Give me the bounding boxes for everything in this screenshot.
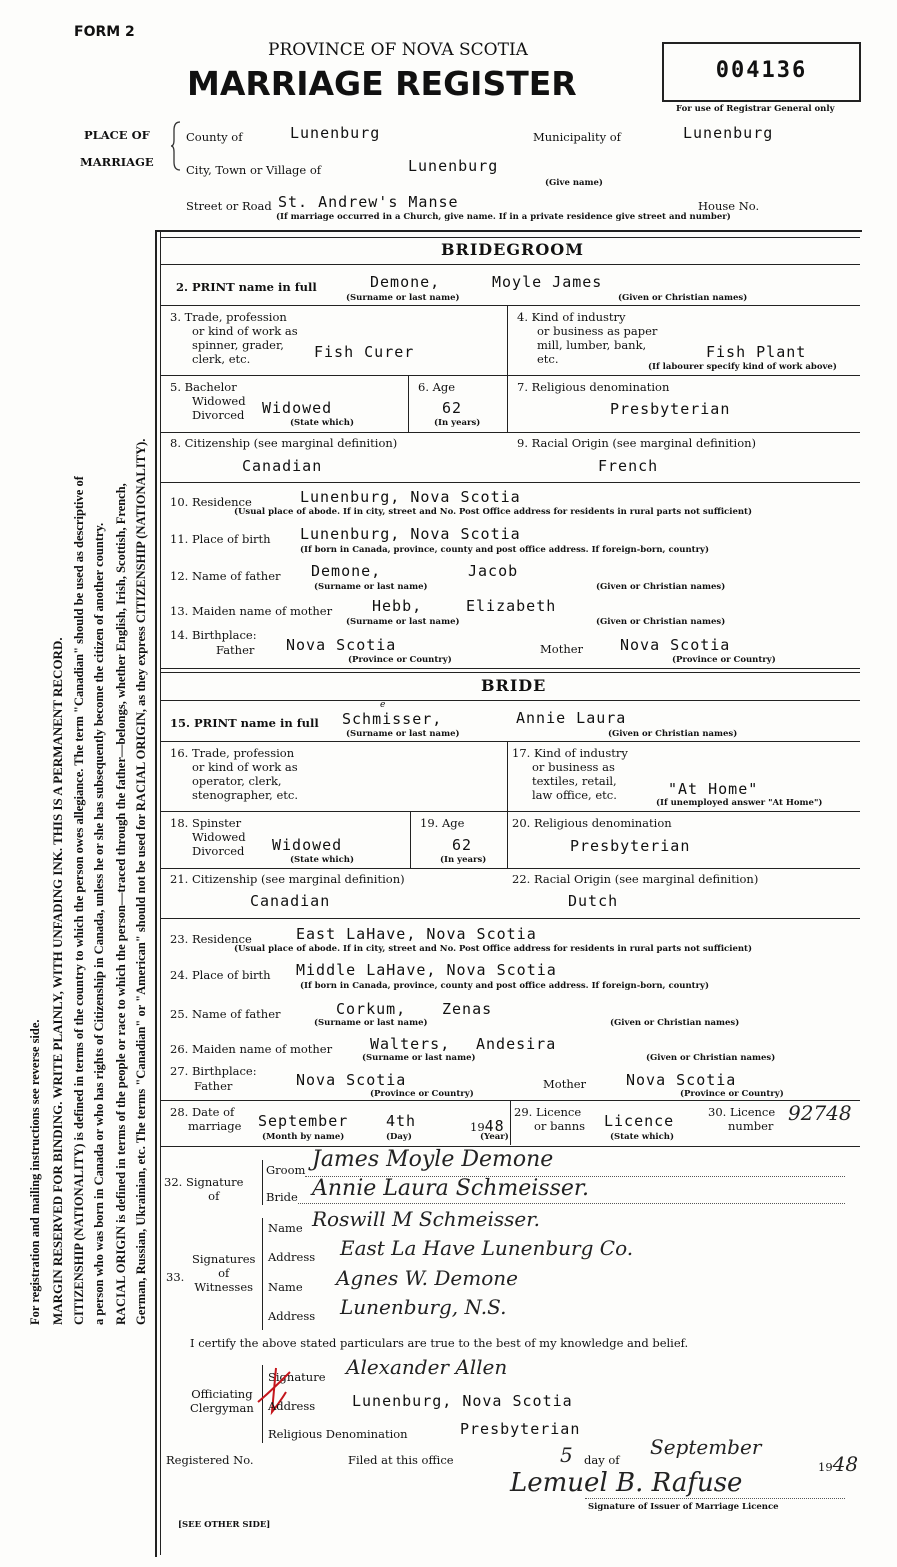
surname-correction: e [380, 700, 386, 710]
field-30-label: 30. Licence number [708, 1105, 776, 1133]
form-number: FORM 2 [74, 24, 135, 40]
field-8-label: 8. Citizenship (see marginal definition) [170, 436, 398, 450]
witness-2-address-label: Address [268, 1309, 316, 1323]
note: (Province or Country) [370, 1089, 474, 1099]
field-33-label: Signatures of Witnesses [192, 1252, 256, 1294]
city-note: (Give name) [545, 178, 603, 188]
place-label: PLACE OF [84, 128, 150, 142]
bride-mother-birthplace: Nova Scotia [626, 1071, 737, 1089]
bride-given-names: Annie Laura [516, 709, 627, 727]
street-label: Street or Road [186, 199, 272, 213]
field-4-label: 4. Kind of industry or business as paper mill, lumber, bank, etc. [517, 310, 658, 366]
house-label: House No. [698, 199, 760, 213]
county-value: Lunenburg [290, 124, 381, 142]
field-25-label: 25. Name of father [170, 1007, 281, 1021]
field-24-label: 24. Place of birth [170, 968, 271, 982]
bride-birthplace: Middle LaHave, Nova Scotia [296, 961, 557, 979]
note: (If born in Canada, province, county and post office address. If foreign-born, country) [300, 545, 710, 555]
field-26-label: 26. Maiden name of mother [170, 1042, 333, 1056]
filed-year-prefix: 19 [818, 1460, 833, 1474]
witness-2-address: Lunenburg, N.S. [340, 1295, 507, 1319]
groom-label: Groom [266, 1163, 306, 1177]
field-7-label: 7. Religious denomination [517, 380, 670, 394]
groom-residence: Lunenburg, Nova Scotia [300, 488, 521, 506]
province: PROVINCE OF NOVA SCOTIA [268, 40, 528, 60]
issuer-signature: Lemuel B. Rafuse [510, 1468, 743, 1498]
field-23-label: 23. Residence [170, 932, 252, 946]
page-title: MARRIAGE REGISTER [187, 64, 577, 103]
groom-age: 62 [442, 399, 463, 417]
note: (Given or Christian names) [618, 293, 748, 303]
bride-surname: Schmisser, [342, 710, 443, 728]
registered-no-label: Registered No. [166, 1453, 254, 1467]
groom-industry: Fish Plant [706, 343, 807, 361]
licence-or-banns: Licence [604, 1112, 675, 1130]
city-label: City, Town or Village of [186, 163, 322, 177]
field-33-number: 33. [166, 1270, 185, 1284]
note: (Surname or last name) [362, 1053, 476, 1063]
note: (Surname or last name) [346, 293, 460, 303]
day-of-label: day of [584, 1453, 620, 1467]
place-label-2: MARRIAGE [80, 155, 154, 169]
field-20-label: 20. Religious denomination [512, 816, 672, 830]
note: (Surname or last name) [314, 582, 428, 592]
bride-mother-given: Andesira [476, 1035, 557, 1053]
filed-year: 48 [832, 1452, 859, 1476]
see-other-side: [SEE OTHER SIDE] [178, 1520, 271, 1530]
note: (Given or Christian names) [596, 617, 726, 627]
witness-2-name-label: Name [268, 1280, 303, 1294]
groom-mother-birthplace: Nova Scotia [620, 636, 731, 654]
licence-number: 92748 [788, 1101, 852, 1125]
bride-racial-origin: Dutch [568, 892, 619, 910]
marriage-month: September [258, 1112, 349, 1130]
section-bridegroom: BRIDEGROOM [441, 240, 584, 259]
register-number: 004136 [715, 58, 808, 83]
groom-father-given: Jacob [468, 562, 519, 580]
field-14-label: 14. Birthplace: Father [170, 628, 257, 657]
field-3-label: 3. Trade, profession or kind of work as spinner, grader, clerk, etc. [170, 310, 298, 366]
witness-1-address: East La Have Lunenburg Co. [340, 1236, 634, 1260]
clergy-signature: Alexander Allen [346, 1355, 508, 1379]
margin-instructions: For registration and mailing instructions see reverse side. [28, 1019, 42, 1325]
groom-surname: Demone, [370, 273, 441, 291]
groom-mother-surname: Hebb, [372, 597, 423, 615]
clergy-signature-label: Signature [268, 1370, 326, 1384]
clergy-denomination: Presbyterian [460, 1420, 581, 1438]
note: (In years) [440, 855, 487, 865]
field-11-label: 11. Place of birth [170, 532, 271, 546]
note: (Month by name) [262, 1132, 345, 1142]
note: (If born in Canada, province, county and post office address. If foreign-born, country) [300, 981, 710, 991]
note: (Province or Country) [348, 655, 452, 665]
year-prefix: 19 [470, 1120, 485, 1134]
field-6-label: 6. Age [418, 380, 456, 394]
clergyman-label: Officiating Clergyman [190, 1387, 254, 1415]
witness-1-name-signature: Roswill M Schmeisser. [312, 1207, 540, 1231]
note: (Surname or last name) [346, 617, 460, 627]
witness-1-address-label: Address [268, 1250, 316, 1264]
note: (Day) [386, 1132, 412, 1142]
groom-mother-given: Elizabeth [466, 597, 557, 615]
brace-icon [170, 120, 182, 172]
note: (Surname or last name) [314, 1018, 428, 1028]
groom-trade: Fish Curer [314, 343, 415, 361]
groom-citizenship: Canadian [242, 457, 323, 475]
groom-father-surname: Demone, [311, 562, 382, 580]
clergy-address: Lunenburg, Nova Scotia [352, 1392, 573, 1410]
field-22-label: 22. Racial Origin (see marginal definition) [512, 872, 759, 886]
margin-citizenship-2: a person who was born in Canada or who has rights of Citizenship in Canada, unless he or she has subsequently become the citizen of another country. [92, 522, 106, 1325]
certification-statement: I certify the above stated particulars are true to the best of my knowledge and belief. [190, 1336, 689, 1350]
field-28-label: 28. Date of marriage [170, 1105, 242, 1133]
bride-father-birthplace: Nova Scotia [296, 1071, 407, 1089]
register-number-box [662, 42, 861, 102]
field-19-label: 19. Age [420, 816, 465, 830]
bride-citizenship: Canadian [250, 892, 331, 910]
margin-citizenship-1: CITIZENSHIP (NATIONALITY) is defined in terms of the country to which the person owes allegiance. The term "Canadian" should be used as descriptive of [72, 476, 86, 1325]
field-9-label: 9. Racial Origin (see marginal definition) [517, 436, 757, 450]
bride-industry: "At Home" [668, 780, 759, 798]
county-label: County of [186, 130, 243, 144]
note: (In years) [434, 418, 481, 428]
witness-1-name-label: Name [268, 1221, 303, 1235]
city-value: Lunenburg [408, 157, 499, 175]
field-32-label: 32. Signature of [164, 1175, 244, 1203]
witness-2-name-signature: Agnes W. Demone [336, 1266, 518, 1290]
note: (State which) [290, 855, 354, 865]
marriage-year: 48 [484, 1117, 505, 1135]
section-bride: BRIDE [481, 676, 547, 695]
clergy-denomination-label: Religious Denomination [268, 1427, 408, 1441]
field-27-label: 27. Birthplace: Father [170, 1064, 257, 1093]
issuer-label: Signature of Issuer of Marriage Licence [588, 1502, 779, 1512]
field-12-label: 12. Name of father [170, 569, 281, 583]
municipality-label: Municipality of [533, 130, 621, 144]
filed-label: Filed at this office [348, 1453, 454, 1467]
street-note: (If marriage occurred in a Church, give name. If in a private residence give street and number) [276, 212, 731, 222]
groom-religion: Presbyterian [610, 400, 731, 418]
note: (Province or Country) [680, 1089, 784, 1099]
note: (If labourer specify kind of work above) [648, 362, 837, 372]
street-value: St. Andrew's Manse [278, 193, 459, 211]
field-5-label: 5. Bachelor Widowed Divorced [170, 380, 246, 422]
register-note: For use of Registrar General only [676, 104, 835, 114]
mother-label: Mother [543, 1077, 587, 1091]
groom-birthplace: Lunenburg, Nova Scotia [300, 525, 521, 543]
bride-signature: Annie Laura Schmeisser. [312, 1176, 589, 1201]
margin-origin-1: RACIAL ORIGIN is defined in terms of the people or race to which the person—traced through the father—belongs, whether English, Irish, Scottish, French, [114, 483, 128, 1325]
groom-signature: James Moyle Demone [312, 1147, 554, 1172]
note: (Given or Christian names) [610, 1018, 740, 1028]
note: (Surname or last name) [346, 729, 460, 739]
bride-age: 62 [452, 836, 473, 854]
filed-day: 5 [560, 1443, 573, 1467]
filed-month: September [650, 1435, 762, 1459]
mother-label: Mother [540, 642, 584, 656]
clergy-address-label: Address [268, 1399, 316, 1413]
margin-binding-note: MARGIN RESERVED FOR BINDING. WRITE PLAINLY, WITH UNFADING INK. THIS IS A PERMANENT RECORD. [50, 637, 65, 1325]
note: (Given or Christian names) [608, 729, 738, 739]
bride-label: Bride [266, 1190, 298, 1204]
marriage-day: 4th [386, 1112, 417, 1130]
bride-marital-status: Widowed [272, 836, 343, 854]
note: (Given or Christian names) [646, 1053, 776, 1063]
bride-residence: East LaHave, Nova Scotia [296, 925, 537, 943]
note: (Year) [480, 1132, 509, 1142]
groom-father-birthplace: Nova Scotia [286, 636, 397, 654]
note: (Usual place of abode. If in city, street and No. Post Office address for residents in rural parts not sufficient) [234, 507, 752, 517]
bride-father-surname: Corkum, [336, 1000, 407, 1018]
bride-religion: Presbyterian [570, 837, 691, 855]
municipality-value: Lunenburg [683, 124, 774, 142]
field-2-label: 2. PRINT name in full [176, 280, 317, 294]
field-13-label: 13. Maiden name of mother [170, 604, 333, 618]
groom-marital-status: Widowed [262, 399, 333, 417]
margin-origin-2: German, Russian, Ukrainian, etc. The terms "Canadian" or "American" should not be used for RACIAL ORIGIN, as they express CITIZENSHIP (NATIONALITY). [134, 438, 148, 1325]
field-29-label: 29. Licence or banns [514, 1105, 586, 1133]
note: (Given or Christian names) [596, 582, 726, 592]
field-18-label: 18. Spinster Widowed Divorced [170, 816, 246, 858]
groom-given-names: Moyle James [492, 273, 603, 291]
note: (Usual place of abode. If in city, street and No. Post Office address for residents in rural parts not sufficient) [234, 944, 752, 954]
note: (State which) [610, 1132, 674, 1142]
field-17-label: 17. Kind of industry or business as textiles, retail, law office, etc. [512, 746, 628, 802]
field-10-label: 10. Residence [170, 495, 252, 509]
field-21-label: 21. Citizenship (see marginal definition) [170, 872, 405, 886]
note: (State which) [290, 418, 354, 428]
groom-racial-origin: French [598, 457, 659, 475]
field-16-label: 16. Trade, profession or kind of work as operator, clerk, stenographer, etc. [170, 746, 299, 802]
bride-mother-surname: Walters, [370, 1035, 451, 1053]
note: (Province or Country) [672, 655, 776, 665]
field-15-label: 15. PRINT name in full [170, 716, 319, 730]
note: (If unemployed answer "At Home") [656, 798, 823, 808]
bride-father-given: Zenas [442, 1000, 493, 1018]
